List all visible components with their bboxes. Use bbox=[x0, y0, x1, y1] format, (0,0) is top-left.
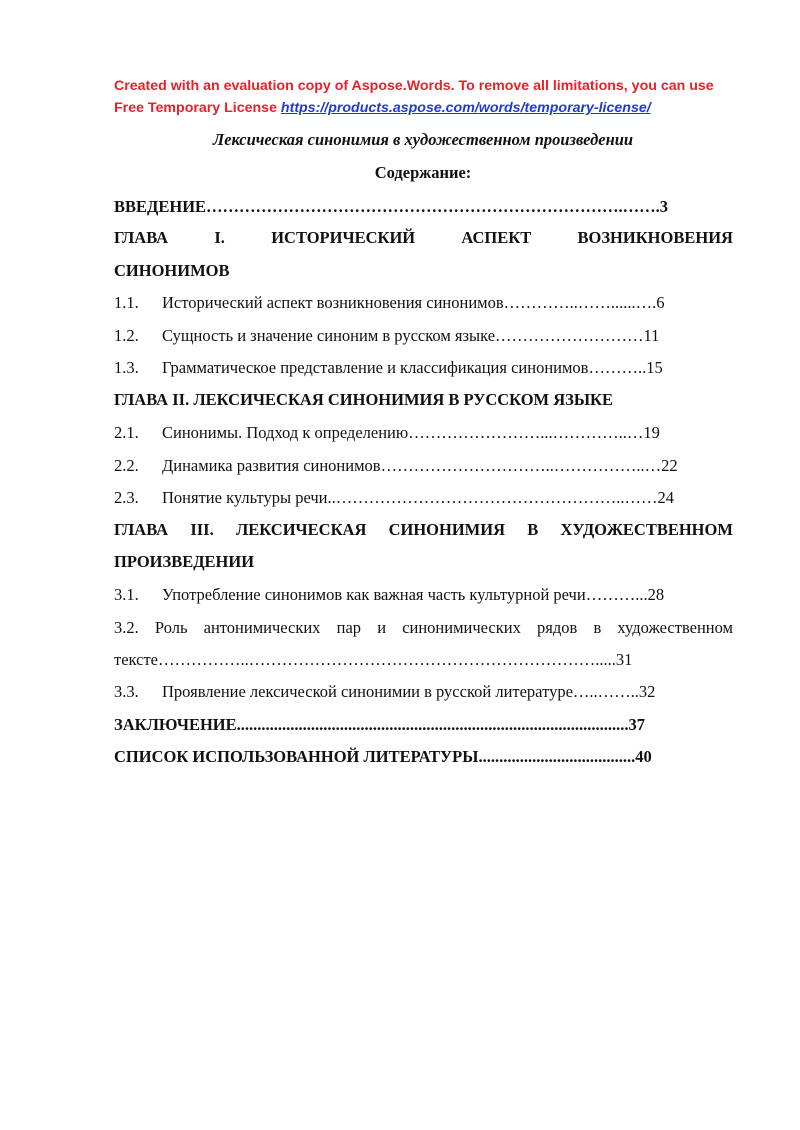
toc-word: ЛЕКСИЧЕСКАЯ bbox=[235, 520, 367, 539]
toc-entry-number: 3.3. bbox=[114, 682, 139, 701]
toc-word: Роль bbox=[154, 618, 188, 637]
toc-entry-number: 2.3. bbox=[114, 488, 139, 507]
toc-word: антонимических bbox=[203, 618, 321, 637]
evaluation-notice-line1: Created with an evaluation copy of Aspose.Words. To remove all limitations, you can use bbox=[114, 78, 714, 94]
toc-entry-3-1 bbox=[114, 579, 733, 611]
toc-word: ХУДОЖЕСТВЕННОМ bbox=[560, 520, 733, 539]
toc-word: в bbox=[593, 618, 602, 637]
toc-word: В bbox=[527, 520, 539, 539]
toc-entry-2-2 bbox=[114, 450, 733, 482]
toc-entry-number: 1.3. bbox=[114, 358, 139, 377]
toc-entry-number: 3.1. bbox=[114, 585, 139, 604]
toc-word: ГЛАВА bbox=[114, 228, 169, 247]
toc-chapter-2: ГЛАВА II. ЛЕКСИЧЕСКАЯ СИНОНИМИЯ В РУССКОМ ЯЗЫКЕ bbox=[114, 390, 614, 409]
evaluation-notice-line2 bbox=[114, 97, 754, 119]
toc-word: ИСТОРИЧЕСКИЙ bbox=[271, 228, 416, 247]
toc-entry-text: Грамматическое представление и классификация синонимов………..15 bbox=[162, 358, 663, 377]
toc-word: СИНОНИМИЯ bbox=[388, 520, 506, 539]
toc-word: художественном bbox=[617, 618, 733, 637]
toc-entry-3-2-line2: тексте……………..……………………………………………………….....31 bbox=[114, 650, 633, 669]
toc-entry-text: Исторический аспект возникновения синонимов…………..……......….6 bbox=[162, 293, 665, 312]
toc-entry-number: 1.2. bbox=[114, 326, 139, 345]
toc-entry-number: 2.2. bbox=[114, 456, 139, 475]
toc-chapter-1-line2: СИНОНИМОВ bbox=[114, 261, 230, 280]
toc-entry-introduction: ВВЕДЕНИЕ………………………………………………………………….…….3 bbox=[114, 197, 669, 216]
toc-entry-3-2-line1 bbox=[114, 612, 733, 644]
evaluation-license-label: Free Temporary License bbox=[114, 100, 277, 116]
toc-chapter-1-line1 bbox=[114, 222, 733, 254]
toc-entry-2-3 bbox=[114, 482, 733, 514]
toc-entry-1-3 bbox=[114, 352, 733, 384]
toc-word: ВОЗНИКНОВЕНИЯ bbox=[577, 228, 733, 247]
toc-word: III. bbox=[190, 520, 214, 539]
toc-entry-number: 2.1. bbox=[114, 423, 139, 442]
toc-word: синонимических bbox=[402, 618, 521, 637]
toc-word: I. bbox=[214, 228, 225, 247]
toc-entry-text: Сущность и значение синоним в русском языке………………………11 bbox=[162, 326, 660, 345]
temporary-license-link[interactable]: https://products.aspose.com/words/temporary-license/ bbox=[280, 100, 651, 116]
toc-entry-conclusion: ЗАКЛЮЧЕНИЕ...............................................................................................37 bbox=[114, 715, 645, 734]
evaluation-notice bbox=[114, 75, 754, 119]
toc-heading: Содержание: bbox=[374, 163, 472, 182]
toc-chapter-3-line2: ПРОИЗВЕДЕНИИ bbox=[114, 552, 255, 571]
toc-word: рядов bbox=[537, 618, 578, 637]
toc-word: ГЛАВА bbox=[114, 520, 169, 539]
toc-word: АСПЕКТ bbox=[461, 228, 532, 247]
toc-entry-1-2 bbox=[114, 320, 733, 352]
toc-word: и bbox=[377, 618, 387, 637]
toc-entry-1-1 bbox=[114, 287, 733, 319]
toc-entry-3-3 bbox=[114, 676, 733, 708]
toc-entry-text: Понятие культуры речи..……………………………………………..……24 bbox=[162, 488, 675, 507]
toc-entry-text: Употребление синонимов как важная часть культурной речи………...28 bbox=[162, 585, 665, 604]
toc-entry-text: Синонимы. Подход к определению……………………...…………..…19 bbox=[162, 423, 660, 442]
toc-entry-number: 1.1. bbox=[114, 293, 139, 312]
document-title: Лексическая синонимия в художественном произведении bbox=[212, 130, 634, 149]
toc-word: пар bbox=[336, 618, 362, 637]
toc-entry-2-1 bbox=[114, 417, 733, 449]
toc-chapter-3-line1 bbox=[114, 514, 733, 546]
toc-entry-number: 3.2. bbox=[114, 618, 139, 637]
toc-entry-text: Проявление лексической синонимии в русской литературе…..……..32 bbox=[162, 682, 656, 701]
toc-entry-text: Динамика развития синонимов…………………………..……………..…22 bbox=[162, 456, 678, 475]
toc-entry-references: СПИСОК ИСПОЛЬЗОВАННОЙ ЛИТЕРАТУРЫ......................................40 bbox=[114, 747, 652, 766]
